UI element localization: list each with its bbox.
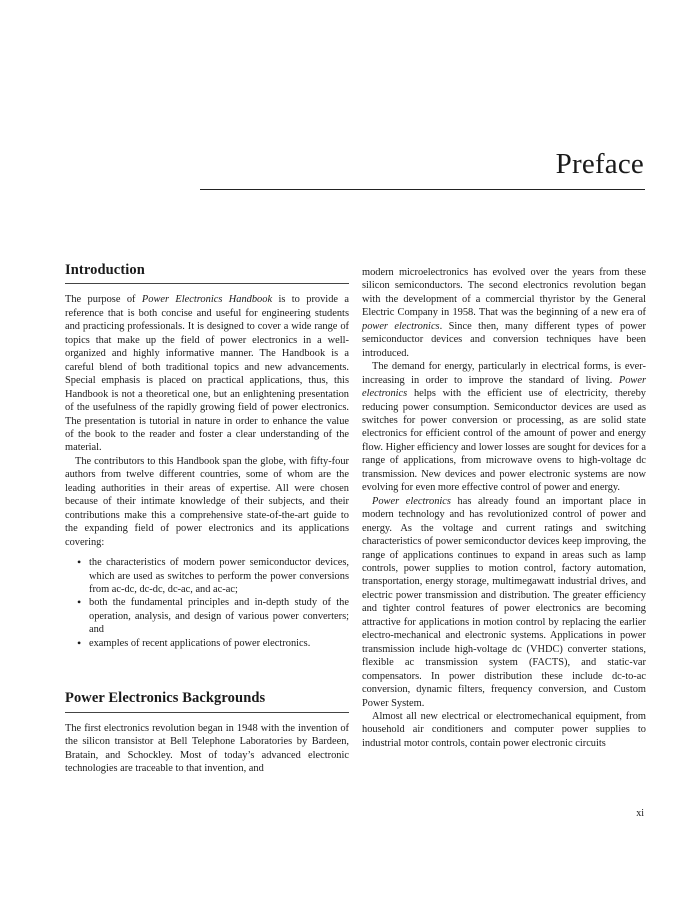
right-paragraph-4: Almost all new electrical or electromechanical equipment, from household air conditioners and computer power supplies to industrial motor controls, contain power electronic circuits <box>362 710 646 749</box>
list-item: • both the fundamental principles and in-depth study of the operation, analysis, and design of various power converters; and <box>89 596 349 636</box>
introduction-rule <box>65 283 349 284</box>
intro-paragraph-2: The contributors to this Handbook span the globe, with fifty-four authors from twelve different countries, some of whom are the leading authorities in their areas of expertise. All were chosen because of their intimate knowledge of their subjects, and their contributions make this a comprehensive state-of-the-art guide to the expanding field of power electronics and its applications covering: <box>65 455 349 548</box>
intro-paragraph-1: The purpose of Power Electronics Handbook is to provide a reference that is both concise and useful for engineering students and practicing professionals. It is designed to cover a wide range of topics that make up the field of power electronics in a well-organized and highly informative manner. The Handbook is a careful blend of both traditional topics and new advancements. Special emphasis is placed on practical applications, thus, this Handbook is not a theoretical one, but an enlightening presentation of the usefulness of the rapidly growing field of power electronics. The presentation is tutorial in nature in order to enhance the value of the book to the reader and foster a clear understanding of the material. <box>65 294 350 454</box>
right-paragraph-1: modern microelectronics has evolved over the years from these silicon semiconductors. The second electronics revolution began with the development of a commercial thyristor by the General Electric Company in 1958. That was the beginning of a new era of power electronics. Since then, many different types of power semiconductor devices and conversion techniques have been introduced. <box>362 267 646 359</box>
page-title: Preface <box>555 148 644 180</box>
title-rule <box>200 189 645 190</box>
right-paragraph-3: Power electronics has already found an important place in modern technology and has revolutionized control of power and energy. As the voltage and current ratings and switching characteristics of power semiconductor devices keep improving, the range of applications continues to expand in areas such as lamp controls, power supplies to motion control, factory automation, transportation, energy storage, multimegawatt industrial drives, and electric power transmission and distribution. The greater efficiency and tighter control features of power electronics are becoming attractive for applications in motion control by replacing the earlier electro-mechanical and electronic systems. Applications in power transmission include high-voltage dc (VHDC) converter stations, flexible ac transmission system (FACTS), and static-var compensators. In power distribution these include dc-to-ac conversion, dynamic filters, frequency conversion, and Custom Power System. <box>362 495 646 709</box>
backgrounds-rule <box>65 712 349 713</box>
page-number: xi <box>636 808 644 819</box>
coverage-list <box>65 556 349 650</box>
list-item: • examples of recent applications of power electronics. <box>89 637 349 650</box>
right-column <box>362 266 646 750</box>
backgrounds-heading: Power Electronics Backgrounds <box>65 690 266 707</box>
right-paragraph-2: The demand for energy, particularly in electrical forms, is ever-increasing in order to improve the standard of living. Power electronics helps with the efficient use of electricity, thereby reducing power consumption. Semiconductor devices are used as switches for power conversion or processing, as are solid state electronics for efficient control of the amount of power and energy flow. Higher efficiency and lower losses are sought for devices for a range of applications, from microwave ovens to high-voltage dc transmission. New devices and power electronic systems are now evolving for even more effective control of power and energy. <box>362 361 646 494</box>
introduction-heading: Introduction <box>65 262 145 278</box>
left-column <box>65 264 349 776</box>
list-item: • the characteristics of modern power semiconductor devices, which are used as switches to perform the power conversions from ac-dc, dc-dc, dc-ac, and ac-ac; <box>89 556 349 596</box>
backgrounds-paragraph-1: The first electronics revolution began in 1948 with the invention of the silicon transistor at Bell Telephone Laboratories by Bardeen, Bratain, and Schockley. Most of today’s advanced electronic technologies are traceable to that invention, and <box>65 722 349 775</box>
